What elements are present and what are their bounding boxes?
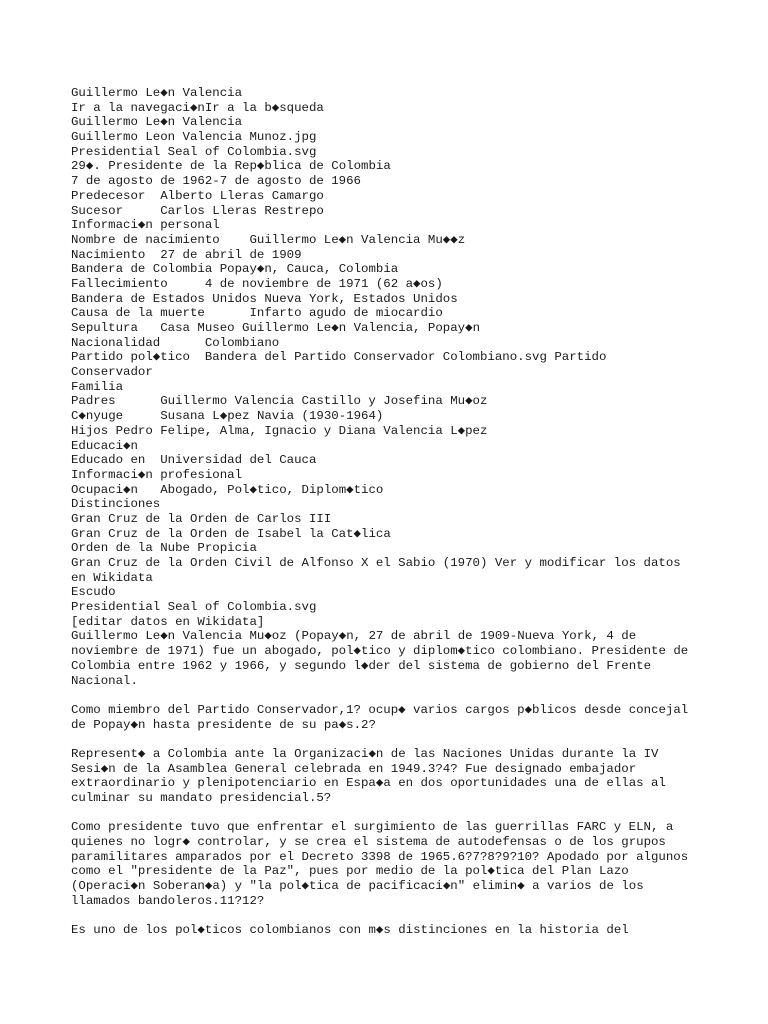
text-line: en Wikidata [71,570,153,585]
text-line: Guillermo Le◆n Valencia [71,86,243,100]
paragraph-gap [71,688,721,703]
text-line: Informaci◆n profesional [71,467,243,482]
text-line: extraordinario y plenipotenciario en Espa◆a en dos oportunidades una de ellas al [71,776,666,791]
text-line: Es uno de los pol◆ticos colombianos con m◆s distinciones en la historia del [71,923,629,938]
text-line: como el "presidente de la Paz", pues por medio de la pol◆tica del Plan Lazo [71,864,629,879]
text-line: Gran Cruz de la Orden de Carlos III [71,511,332,526]
text-line: Predecesor Alberto Lleras Camargo [71,188,324,203]
text-line: Sesi◆n de la Asamblea General celebrada en 1949.3?4? Fue designado embajador [71,761,637,776]
text-line: Informaci◆n personal [71,218,220,233]
text-line: Conservador [71,365,153,380]
text-line: Nacional. [71,673,138,688]
text-line: Sepultura Casa Museo Guillermo Le◆n Valencia, Popay◆n [71,321,481,335]
text-line: llamados bandoleros.11?12? [71,893,265,908]
text-line: Como miembro del Partido Conservador,1? ocup◆ varios cargos p◆blicos desde concejal [71,702,689,717]
text-line: [editar datos en Wikidata] [71,614,265,629]
text-line: Guillermo Leon Valencia Munoz.jpg [71,130,317,145]
text-line: Gran Cruz de la Orden de Isabel la Cat◆lica [71,526,391,541]
text-line: Como presidente tuvo que enfrentar el surgimiento de las guerrillas FARC y ELN, a [71,820,674,835]
paragraph-gap [71,732,721,747]
text-line: Bandera de Colombia Popay◆n, Cauca, Colombia [71,262,399,277]
text-line: Distinciones [71,497,161,512]
text-line: Sucesor Carlos Lleras Restrepo [71,203,324,218]
text-line: Hijos Pedro Felipe, Alma, Ignacio y Diana Valencia L◆pez [71,423,488,438]
text-line: Causa de la muerte Infarto agudo de miocardio [71,306,443,321]
text-line: Orden de la Nube Propicia [71,541,257,556]
text-line: Represent◆ a Colombia ante la Organizaci◆n de las Naciones Unidas durante la IV [71,746,659,761]
text-line: de Popay◆n hasta presidente de su pa◆s.2? [71,717,376,732]
text-line: Colombia entre 1962 y 1966, y segundo l◆der del sistema de gobierno del Frente [71,658,652,673]
text-line: paramilitares amparados por el Decreto 3398 de 1965.6?7?8?9?10? Apodado por algunos [71,849,689,864]
paragraph-gap [71,806,721,821]
text-line: 29◆. Presidente de la Rep◆blica de Colombia [71,159,391,174]
text-line: Educaci◆n [71,438,138,453]
text-line: (Operaci◆n Soberan◆a) y "la pol◆tica de pacificaci◆n" elimin◆ a varios de los [71,879,644,894]
text-line: Ir a la navegaci◆nIr a la b◆squeda [71,100,324,115]
text-line: C◆nyuge Susana L◆pez Navia (1930-1964) [71,409,384,424]
text-line: quienes no logr◆ controlar, y se crea el sistema de autodefensas o de los grupos [71,835,666,850]
text-line: Gran Cruz de la Orden Civil de Alfonso X el Sabio (1970) Ver y modificar los datos [71,556,681,570]
text-line: Presidential Seal of Colombia.svg [71,144,317,159]
text-line: Guillermo Le◆n Valencia [71,115,243,130]
text-line: Familia [71,379,124,394]
text-line: Nacionalidad Colombiano [71,335,280,350]
text-line: Guillermo Le◆n Valencia Mu◆oz (Popay◆n, 27 de abril de 1909-Nueva York, 4 de [71,629,637,644]
text-line: Presidential Seal of Colombia.svg [71,600,317,615]
text-line: Nacimiento 27 de abril de 1909 [71,247,302,262]
text-line: Ocupaci◆n Abogado, Pol◆tico, Diplom◆tico [71,482,384,497]
text-line: Partido pol◆tico Bandera del Partido Conservador Colombiano.svg Partido [71,350,607,365]
document-text [71,86,721,938]
text-line: Padres Guillermo Valencia Castillo y Josefina Mu◆oz [71,394,488,409]
text-line: Nombre de nacimiento Guillermo Le◆n Valencia Mu◆◆z [71,232,466,247]
text-line: Fallecimiento 4 de noviembre de 1971 (62 a◆os) [71,276,443,291]
text-line: Educado en Universidad del Cauca [71,453,317,468]
text-line: Bandera de Estados Unidos Nueva York, Estados Unidos [71,291,458,306]
paragraph-gap [71,909,721,924]
text-line: culminar su mandato presidencial.5? [71,791,332,805]
text-line: Escudo [71,585,116,600]
text-line: noviembre de 1971) fue un abogado, pol◆tico y diplom◆tico colombiano. Presidente de [71,644,689,659]
text-line: 7 de agosto de 1962-7 de agosto de 1966 [71,174,361,189]
